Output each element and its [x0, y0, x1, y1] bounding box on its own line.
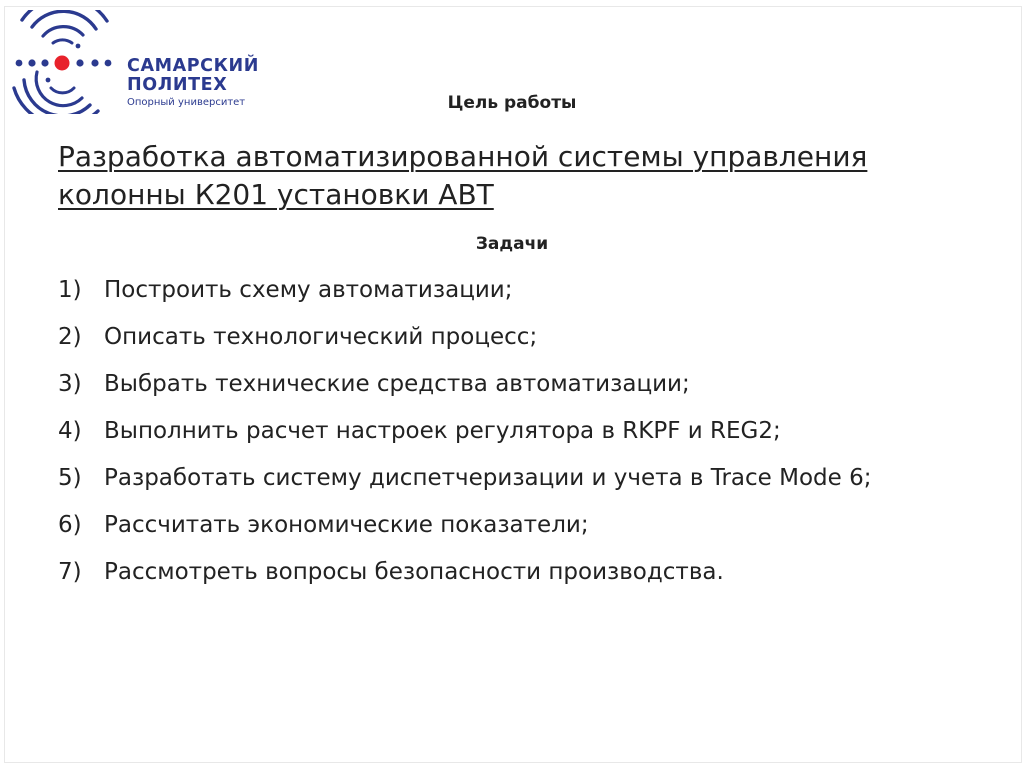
- task-text: Описать технологический процесс;: [104, 324, 538, 350]
- task-number: 3): [58, 371, 82, 397]
- task-number: 6): [58, 512, 82, 538]
- goal-heading: Цель работы: [447, 93, 577, 113]
- task-text: Построить схему автоматизации;: [104, 277, 513, 303]
- task-number: 1): [58, 277, 82, 303]
- list-item: [58, 416, 998, 446]
- task-text: Разработать систему диспетчеризации и учета в Trace Mode 6;: [104, 465, 872, 491]
- logo-line1: САМАРСКИЙ: [127, 56, 260, 76]
- task-text: Выбрать технические средства автоматизации;: [104, 371, 690, 397]
- task-number: 7): [58, 559, 82, 585]
- logo-subtitle: Опорный университет: [127, 97, 246, 108]
- tasks-list: [58, 275, 998, 604]
- task-text: Рассмотреть вопросы безопасности производства.: [104, 559, 724, 585]
- logo-line2: ПОЛИТЕХ: [127, 75, 228, 95]
- task-number: 2): [58, 324, 82, 350]
- list-item: [58, 463, 998, 493]
- task-text: Рассчитать экономические показатели;: [104, 512, 589, 538]
- goal-text: Разработка автоматизированной системы управления колонны К201 установки АВТ: [58, 140, 868, 211]
- task-number: 4): [58, 418, 82, 444]
- list-item: [58, 510, 998, 540]
- tasks-heading: Задачи: [475, 234, 549, 254]
- task-text: Выполнить расчет настроек регулятора в RKPF и REG2;: [104, 418, 781, 444]
- list-item: [58, 275, 998, 305]
- list-item: [58, 557, 998, 587]
- list-item: [58, 369, 998, 399]
- task-number: 5): [58, 465, 82, 491]
- list-item: [58, 322, 998, 352]
